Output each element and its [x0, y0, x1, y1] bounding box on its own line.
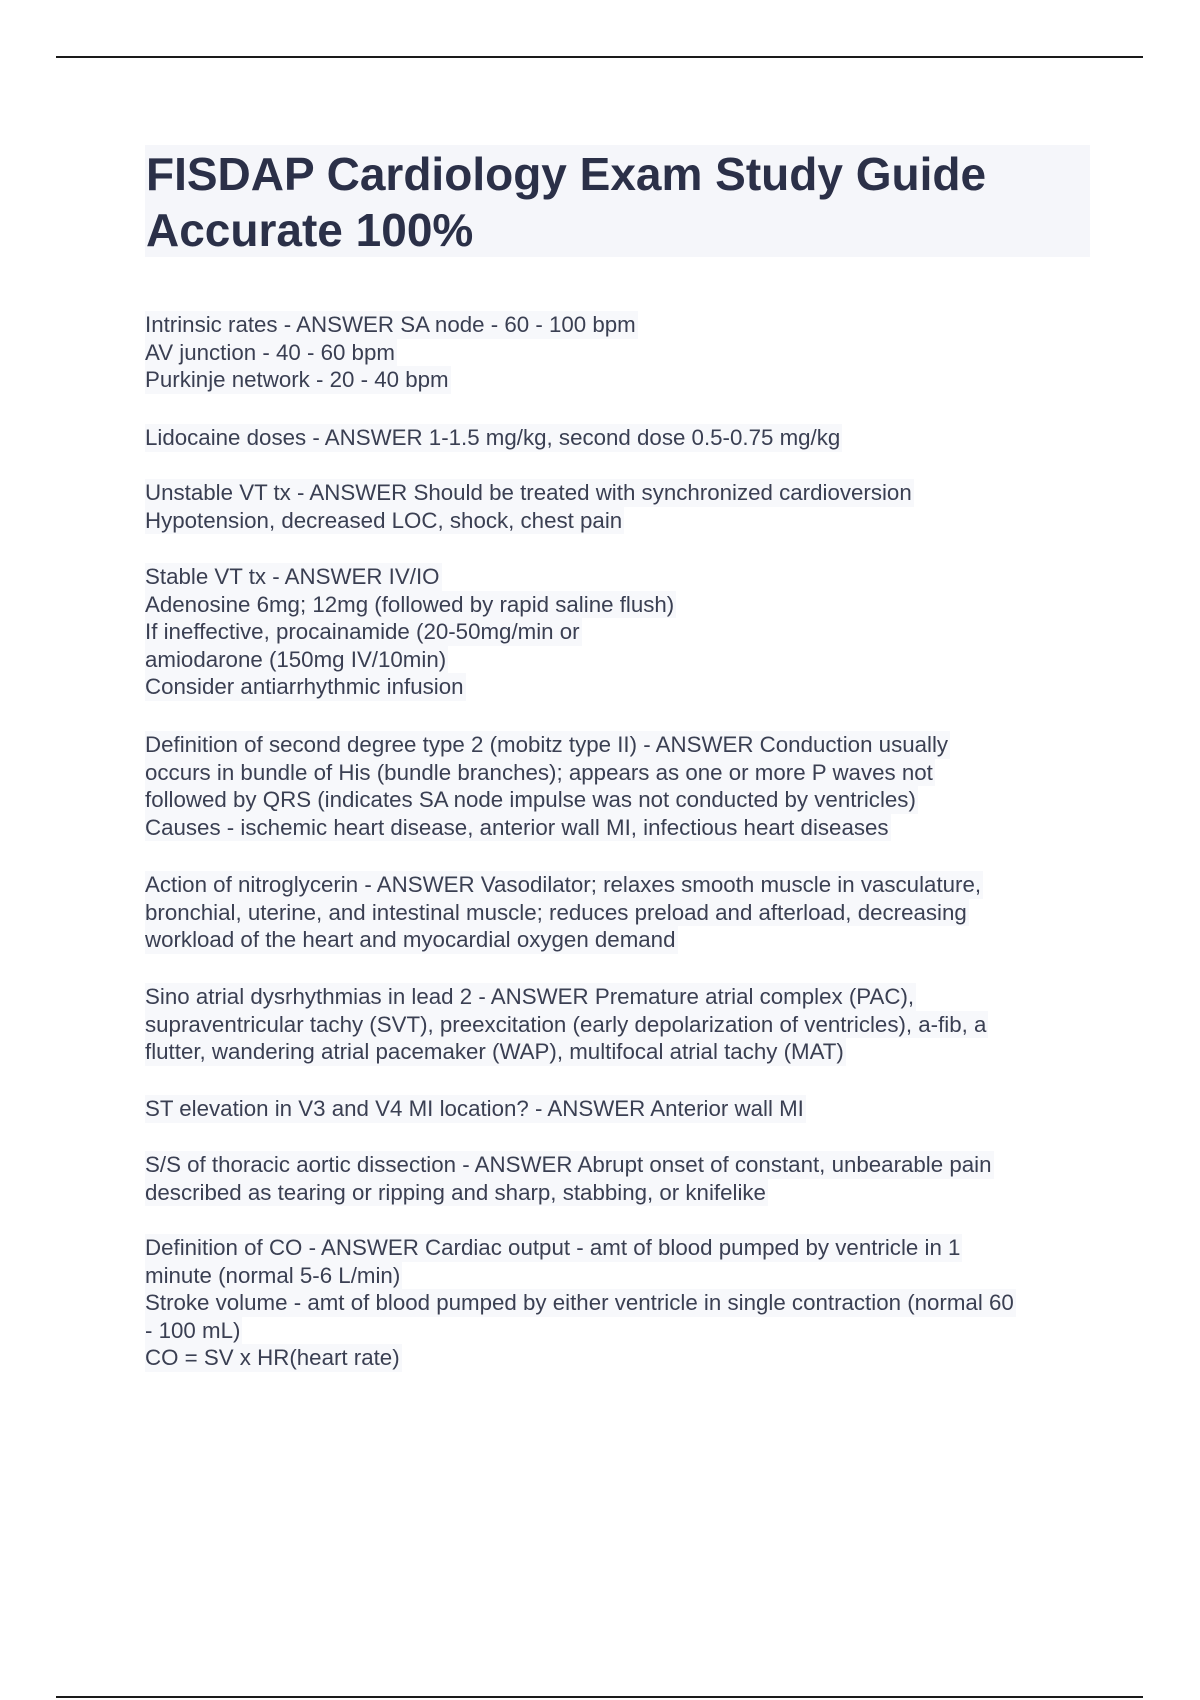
qa-line: Stable VT tx - ANSWER IV/IO: [145, 564, 440, 589]
qa-line: CO = SV x HR(heart rate): [145, 1345, 400, 1370]
qa-item-sino-atrial-dysrhythmias: [145, 983, 1105, 1066]
title-line: Accurate 100%: [146, 204, 474, 256]
qa-line: minute (normal 5-6 L/min): [145, 1262, 401, 1288]
page-title: [146, 146, 1076, 258]
qa-line: AV junction - 40 - 60 bpm: [145, 339, 395, 365]
qa-item-aortic-dissection: [145, 1151, 1105, 1206]
qa-line: S/S of thoracic aortic dissection - ANSWER Abrupt onset of constant, unbearable pain: [145, 1152, 992, 1177]
qa-item-second-degree-type-2: [145, 731, 1105, 841]
qa-line: Intrinsic rates - ANSWER SA node - 60 - 100 bpm: [145, 312, 636, 337]
header-rule: [56, 56, 1143, 58]
qa-line: - 100 mL): [145, 1317, 241, 1343]
qa-line: Stroke volume - amt of blood pumped by either ventricle in single contraction (normal 60: [145, 1290, 1014, 1315]
qa-line: flutter, wandering atrial pacemaker (WAP), multifocal atrial tachy (MAT): [145, 1039, 844, 1064]
qa-line: Definition of second degree type 2 (mobitz type II) - ANSWER Conduction usually: [145, 732, 949, 757]
qa-line: Hypotension, decreased LOC, shock, chest pain: [145, 507, 623, 533]
qa-line: workload of the heart and myocardial oxygen demand: [145, 927, 676, 952]
qa-item-nitroglycerin: [145, 871, 1105, 954]
qa-line: Sino atrial dysrhythmias in lead 2 - ANSWER Premature atrial complex (PAC),: [145, 984, 915, 1009]
title-line: FISDAP Cardiology Exam Study Guide: [146, 148, 987, 200]
qa-line: Action of nitroglycerin - ANSWER Vasodilator; relaxes smooth muscle in vasculature,: [145, 872, 982, 897]
qa-line: If ineffective, procainamide (20-50mg/min or: [145, 619, 580, 644]
footer-rule: [56, 1696, 1143, 1698]
qa-line: Lidocaine doses - ANSWER 1-1.5 mg/kg, second dose 0.5-0.75 mg/kg: [145, 425, 841, 450]
qa-line: ST elevation in V3 and V4 MI location? - ANSWER Anterior wall MI: [145, 1096, 804, 1121]
qa-line: Purkinje network - 20 - 40 bpm: [145, 367, 449, 392]
qa-item-unstable-vt: [145, 479, 1105, 534]
qa-line: Consider antiarrhythmic infusion: [145, 674, 464, 699]
qa-line: Unstable VT tx - ANSWER Should be treated with synchronized cardioversion: [145, 480, 912, 505]
qa-line: described as tearing or ripping and sharp, stabbing, or knifelike: [145, 1179, 766, 1205]
qa-line: occurs in bundle of His (bundle branches); appears as one or more P waves not: [145, 759, 933, 785]
qa-line: amiodarone (150mg IV/10min): [145, 646, 447, 672]
qa-line: supraventricular tachy (SVT), preexcitation (early depolarization of ventricles), a-fib, a: [145, 1011, 987, 1037]
qa-line: Causes - ischemic heart disease, anterior wall MI, infectious heart diseases: [145, 814, 889, 840]
qa-item-intrinsic-rates: [145, 311, 1105, 394]
qa-line: bronchial, uterine, and intestinal muscle; reduces preload and afterload, decreasing: [145, 899, 967, 925]
qa-item-st-elevation: [145, 1095, 1105, 1123]
qa-item-cardiac-output: [145, 1234, 1105, 1372]
qa-item-stable-vt: [145, 563, 1105, 701]
qa-line: Adenosine 6mg; 12mg (followed by rapid saline flush): [145, 591, 675, 617]
qa-item-lidocaine-doses: [145, 424, 1105, 452]
qa-line: Definition of CO - ANSWER Cardiac output - amt of blood pumped by ventricle in 1: [145, 1235, 961, 1260]
qa-line: followed by QRS (indicates SA node impulse was not conducted by ventricles): [145, 787, 916, 812]
